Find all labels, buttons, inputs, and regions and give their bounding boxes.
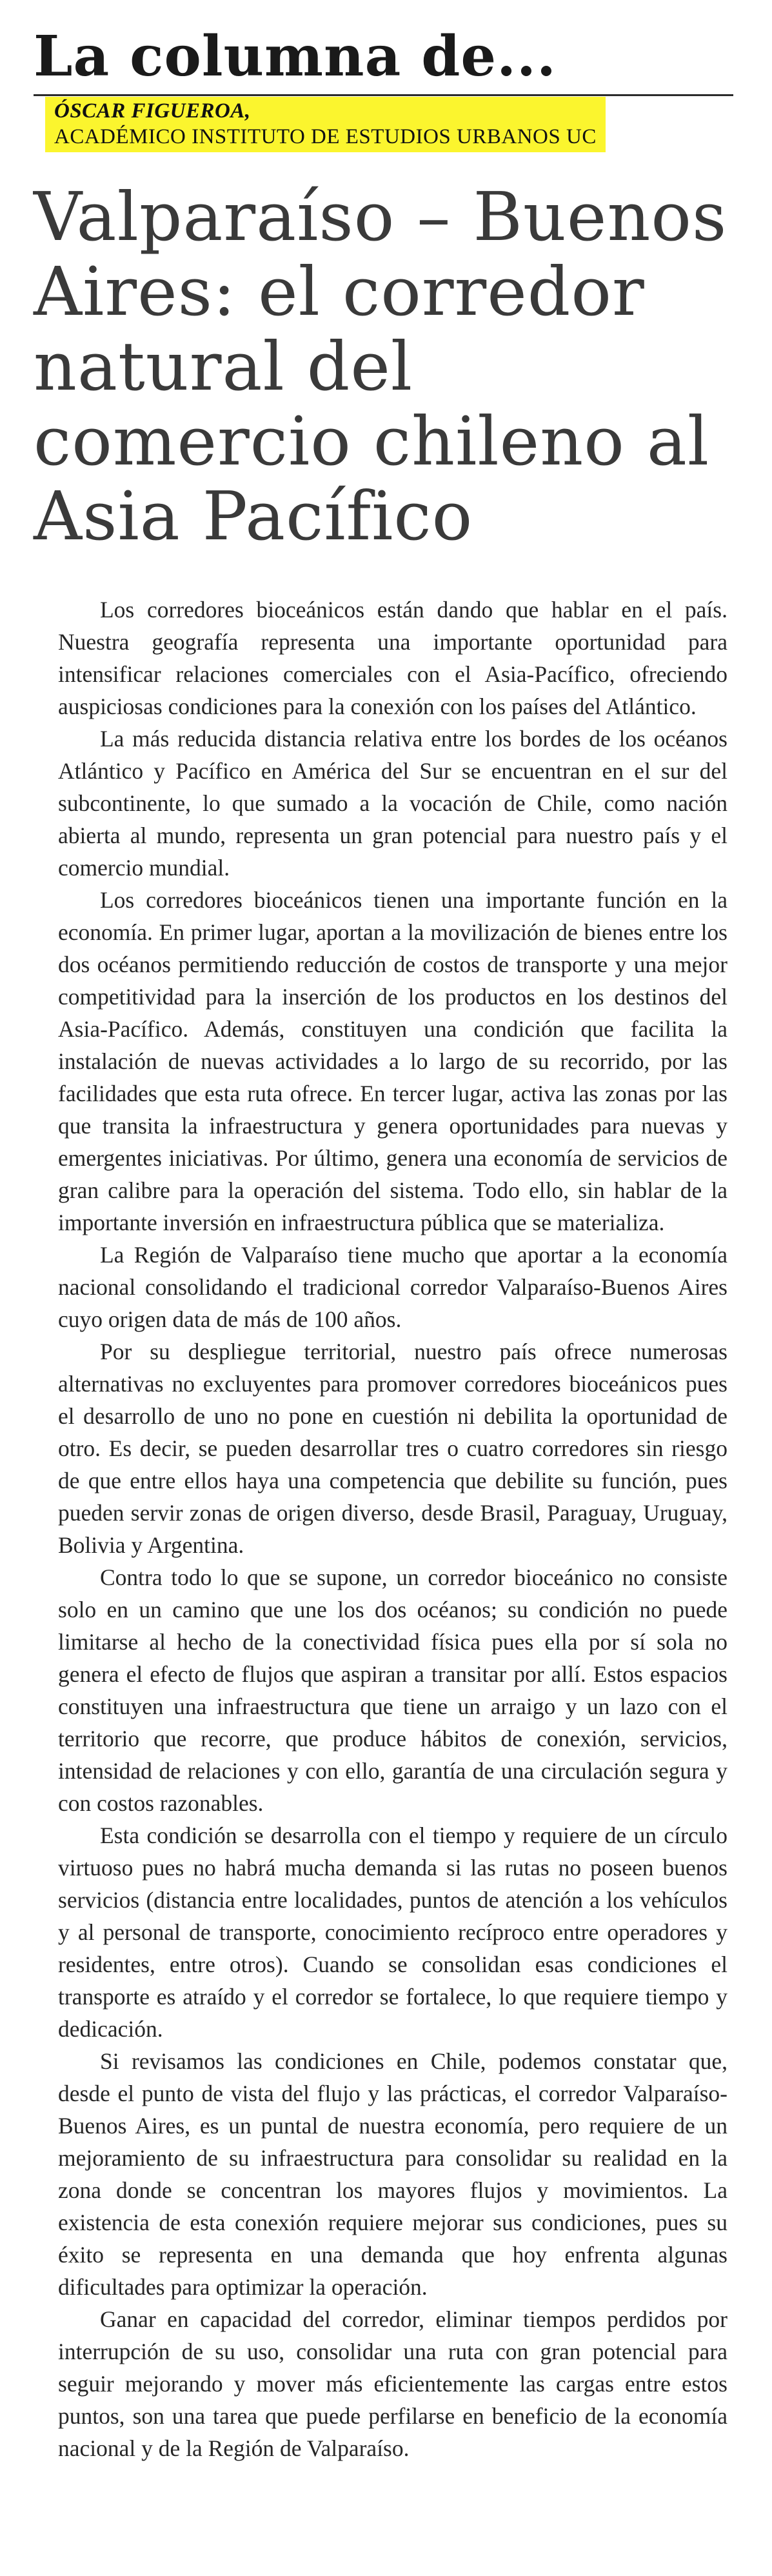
author-byline (45, 97, 606, 152)
column-title: La columna de... (34, 24, 557, 89)
header-rule (34, 94, 733, 96)
article-body (58, 594, 727, 2464)
article-paragraph: La Región de Valparaíso tiene mucho que aportar a la economía nacional consolidando el tradicional corredor Valparaíso-Buenos Aires cuyo origen data de más de 100 años. (58, 1242, 727, 1332)
article-paragraph: Esta condición se desarrolla con el tiempo y requiere de un círculo virtuoso pues no habrá mucha demanda si las rutas no poseen buenos servicios (distancia entre localidades, puntos de atención a los vehículos y al personal de transporte, conocimiento recíproco entre operadores y residentes, entre otros). Cuando se consolidan esas condiciones el transporte es atraído y el corredor se fortalece, lo que requiere tiempo y dedicación. (58, 1822, 727, 2042)
article-paragraph: Por su despliegue territorial, nuestro país ofrece numerosas alternativas no excluyentes para promover corredores bioceánicos pues el desarrollo de uno no pone en cuestión ni debilita la oportunidad de otro. Es decir, se pueden desarrollar tres o cuatro corredores sin riesgo de que entre ellos haya una competencia que debilite su función, pues pueden servir zonas de origen diverso, desde Brasil, Paraguay, Uruguay, Bolivia y Argentina. (58, 1339, 727, 1558)
article-paragraph: Los corredores bioceánicos tienen una importante función en la economía. En primer lugar, aportan a la movilización de bienes entre los dos océanos permitiendo reducción de costos de transporte y una mejor competitividad para la inserción de los productos en los destinos del Asia-Pacífico. Además, constituyen una condición que facilita la instalación de nuevas actividades a lo largo de su recorrido, por las facilidades que esta ruta ofrece. En tercer lugar, activa las zonas por las que transita la infraestructura y genera oportunidades para nuevas y emergentes iniciativas. Por último, genera una economía de servicios de gran calibre para la operación del sistema. Todo ello, sin hablar de la importante inversión en infraestructura pública que se materializa. (58, 887, 727, 1235)
article-paragraph: Ganar en capacidad del corredor, eliminar tiempos perdidos por interrupción de su uso, consolidar una ruta con gran potencial para seguir mejorando y mover más eficientemente las cargas entre estos puntos, son una tarea que puede perfilarse en beneficio de la economía nacional y de la Región de Valparaíso. (58, 2306, 727, 2461)
article-paragraph: La más reducida distancia relativa entre los bordes de los océanos Atlántico y Pacífico en América del Sur se encuentran en el sur del subcontinente, lo que sumado a la vocación de Chile, como nación abierta al mundo, representa un gran potencial para nuestro país y el comercio mundial. (58, 726, 727, 881)
author-name: ÓSCAR FIGUEROA, (54, 99, 251, 123)
article-paragraph: Si revisamos las condiciones en Chile, podemos constatar que, desde el punto de vista del flujo y las prácticas, el corredor Valparaíso-Buenos Aires, es un puntal de nuestra economía, pero requiere de un mejoramiento de su infraestructura para consolidar su realidad en la zona donde se concentran los mayores flujos y movimientos. La existencia de esta conexión requiere mejorar sus condiciones, pues su éxito se representa en una demanda que hoy enfrenta algunas dificultades para optimizar la operación. (58, 2048, 727, 2300)
article-paragraph: Contra todo lo que se supone, un corredor bioceánico no consiste solo en un camino que une los dos océanos; su condición no puede limitarse al hecho de la conectividad física pues ella por sí sola no genera el efecto de flujos que aspiran a transitar por allí. Estos espacios constituyen una infraestructura que tiene un arraigo y un lazo con el territorio que recorre, que produce hábitos de conexión, servicios, intensidad de relaciones y con ello, garantía de una circulación segura y con costos razonables. (58, 1564, 727, 1816)
article-paragraph: Los corredores bioceánicos están dando que hablar en el país. Nuestra geografía representa una importante oportunidad para intensificar relaciones comerciales con el Asia-Pacífico, ofreciendo auspiciosas condiciones para la conexión con los países del Atlántico. (58, 597, 727, 719)
author-affiliation: ACADÉMICO INSTITUTO DE ESTUDIOS URBANOS UC (54, 125, 597, 148)
article-headline: Valparaíso – Buenos Aires: el corredor natural del comercio chileno al Asia Pacífico (34, 177, 727, 555)
